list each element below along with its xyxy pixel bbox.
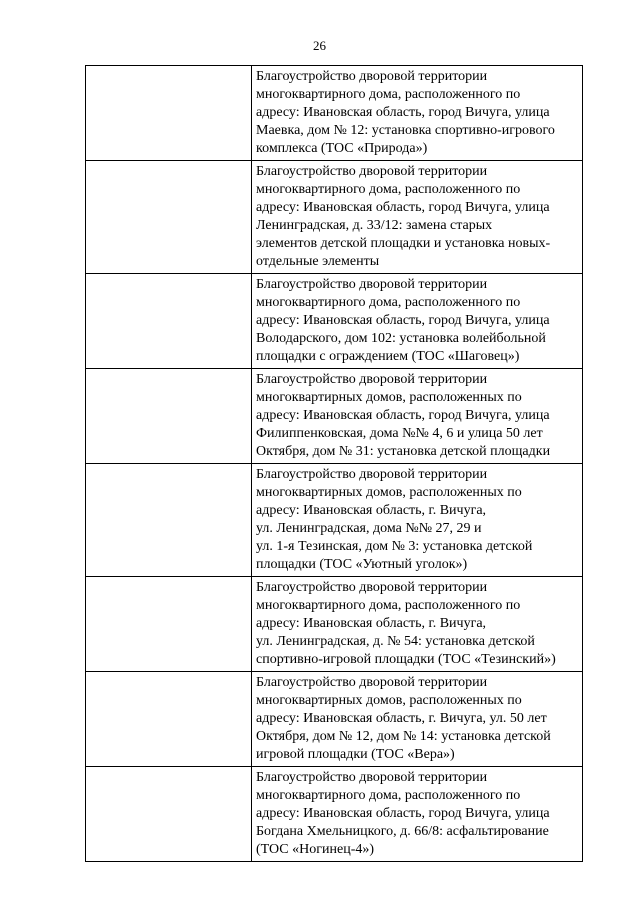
project-description: Благоустройство дворовой территории многоквартирных домов, расположенных по адресу: Ивановская область, г. Вичуга, ул. 50 лет Октября, дом № 12, дом № 14: установка детской игровой площадки (ТОС «Вера») (252, 672, 583, 767)
project-description: Благоустройство дворовой территории многоквартирного дома, расположенного по адресу: Ивановская область, город Вичуга, улица Володарского, дом 102: установка волейбольной площадки с ограждением (ТОС «Шаговец») (252, 274, 583, 369)
table-row (86, 577, 583, 672)
empty-cell (86, 672, 252, 767)
project-description: Благоустройство дворовой территории многоквартирных домов, расположенных по адресу: Ивановская область, город Вичуга, улица Филиппенковская, дома №№ 4, 6 и улица 50 лет Октября, дом № 31: установка детской площадки (252, 369, 583, 464)
table-row (86, 369, 583, 464)
improvement-projects-table (85, 65, 583, 862)
table-row (86, 767, 583, 862)
project-description: Благоустройство дворовой территории многоквартирного дома, расположенного по адресу: Ивановская область, город Вичуга, улица Ленинградская, д. 33/12: замена старых элементов детской площадки и установка новых- отдельные элементы (252, 161, 583, 274)
project-description: Благоустройство дворовой территории многоквартирных домов, расположенных по адресу: Ивановская область, г. Вичуга, ул. Ленинградская, дома №№ 27, 29 и ул. 1-я Тезинская, дом № 3: установка детской площадки (ТОС «Уютный уголок») (252, 464, 583, 577)
table-row (86, 161, 583, 274)
page-number: 26 (313, 38, 326, 53)
table-row (86, 66, 583, 161)
project-description: Благоустройство дворовой территории многоквартирного дома, расположенного по адресу: Ивановская область, г. Вичуга, ул. Ленинградская, д. № 54: установка детской спортивно-игровой площадки (ТОС «Тезинский») (252, 577, 583, 672)
empty-cell (86, 369, 252, 464)
table-row (86, 274, 583, 369)
project-description: Благоустройство дворовой территории многоквартирного дома, расположенного по адресу: Ивановская область, город Вичуга, улица Богдана Хмельницкого, д. 66/8: асфальтирование (ТОС «Ногинец-4») (252, 767, 583, 862)
empty-cell (86, 767, 252, 862)
empty-cell (86, 161, 252, 274)
empty-cell (86, 464, 252, 577)
project-description: Благоустройство дворовой территории многоквартирного дома, расположенного по адресу: Ивановская область, город Вичуга, улица Маевка, дом № 12: установка спортивно-игрового комплекса (ТОС «Природа») (252, 66, 583, 161)
empty-cell (86, 577, 252, 672)
empty-cell (86, 66, 252, 161)
table-row (86, 672, 583, 767)
table-row (86, 464, 583, 577)
empty-cell (86, 274, 252, 369)
